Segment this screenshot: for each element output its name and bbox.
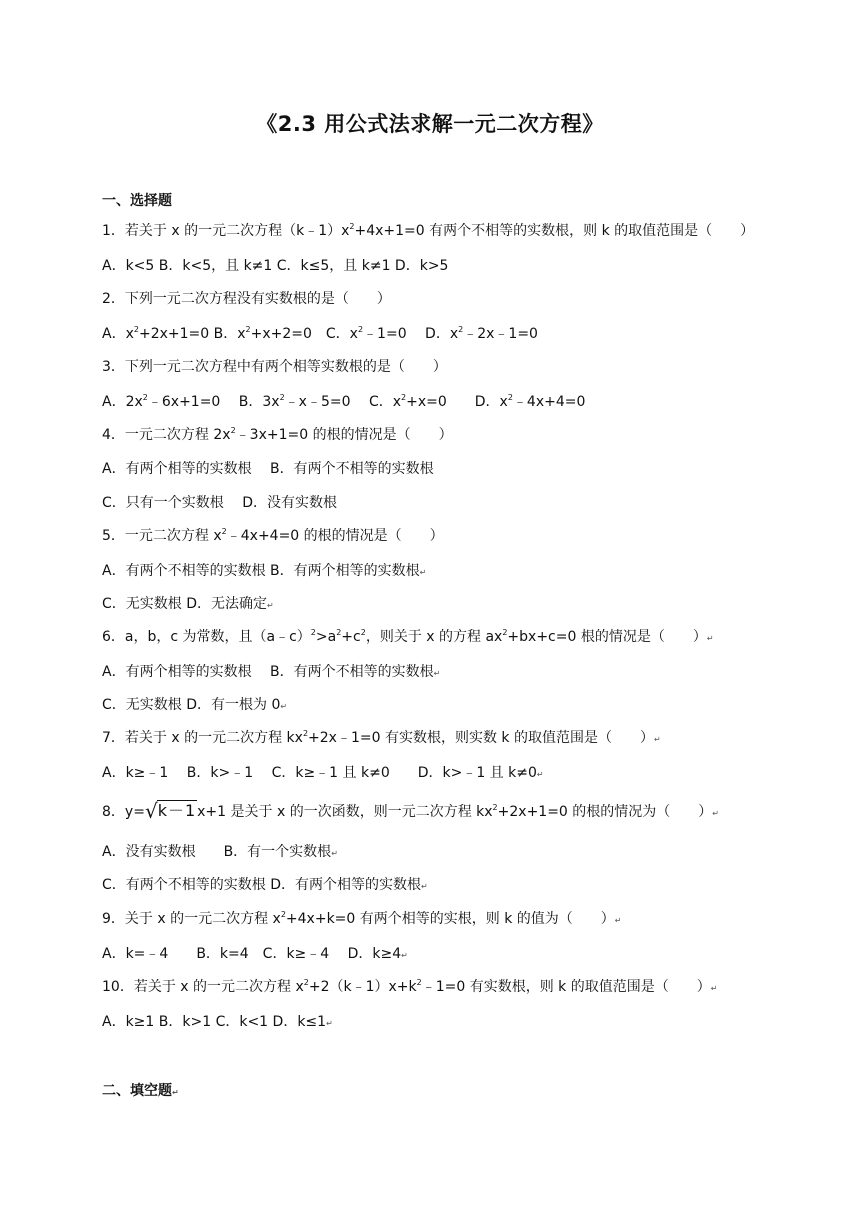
question-3: 3．下列一元二次方程中有两个相等实数根的是（ ）: [102, 359, 447, 375]
question-10-options: A．k≥1 B．k>1 C．k<1 D．k≤1↵: [102, 1014, 333, 1030]
question-2: 2．下列一元二次方程没有实数根的是（ ）: [102, 291, 391, 307]
square-root: √k－1: [144, 799, 197, 823]
paragraph-mark: ↵: [712, 809, 719, 818]
paragraph-mark: ↵: [536, 770, 544, 779]
question-8: 8．y=√k－1x+1 是关于 x 的一次函数，则一元二次方程 $kx^2+2x+1=0$ 的根的情况为（ ）↵: [102, 799, 719, 823]
question-8-options-2: C．有两个不相等的实数根 D．有两个相等的实数根↵: [102, 877, 428, 893]
paragraph-mark: ↵: [401, 951, 408, 960]
question-1-options: A．k<5 B．k<5，且 k≠1 C．k≤5，且 k≠1 D．k>5: [102, 258, 449, 274]
question-5-options-2: C．无实数根 D．无法确定↵: [102, 596, 274, 612]
page-title: 《2.3 用公式法求解一元二次方程》: [256, 112, 604, 136]
paragraph-mark: ↵: [421, 882, 428, 891]
paragraph-mark: ↵: [614, 916, 622, 925]
question-5: 5．一元二次方程 $x^2﹣4x+4=0$ 的根的情况是（ ）: [102, 527, 444, 544]
question-4-options-1: A．有两个相等的实数根 B．有两个不相等的实数根: [102, 461, 434, 477]
question-6: 6．a，b，c 为常数，且$(a﹣c)^2>a^2+c^2$，则关于 x 的方程 $ax^2+bx+c=0$ 根的情况是（ ）↵: [102, 628, 714, 645]
question-5-options-1: A．有两个不相等的实数根 B．有两个相等的实数根↵: [102, 563, 427, 579]
question-7: 7．若关于 x 的一元二次方程 $kx^2+2x﹣1=0$ 有实数根，则实数 k 的取值范围是（ ）↵: [102, 729, 661, 746]
paragraph-mark: ↵: [267, 601, 274, 610]
question-9: 9．关于 x 的一元二次方程 $x^2+4x+k=0$ 有两个相等的实根，则 k 的值为（ ）↵: [102, 910, 622, 927]
question-3-options: A．$2x^2﹣6x+1=0$ B．$3x^2﹣x﹣5=0$ C．$x^2+x=0$ D．$x^2﹣4x+4=0$: [102, 393, 586, 410]
paragraph-mark: ↵: [653, 735, 661, 744]
question-4: 4．一元二次方程 $2x^2﹣3x+1=0$ 的根的情况是（ ）: [102, 426, 453, 443]
paragraph-mark: ↵: [433, 669, 441, 678]
paragraph-mark: ↵: [280, 702, 288, 711]
question-8-options-1: A．没有实数根 B．有一个实数根↵: [102, 844, 338, 860]
section-heading-choice: 一、选择题: [102, 193, 172, 209]
question-6-options-2: C．无实数根 D．有一根为 0↵: [102, 697, 288, 713]
question-2-options: A．$x^2+2x+1=0$ B．$x^2+x+2=0$ C．$x^2﹣1=0$ D．$x^2﹣2x﹣1=0$: [102, 325, 538, 342]
section-heading-fill: 二、填空题↵: [102, 1083, 179, 1099]
question-4-options-2: C．只有一个实数根 D．没有实数根: [102, 495, 338, 511]
paragraph-mark: ↵: [710, 984, 718, 993]
paragraph-mark: ↵: [172, 1088, 179, 1097]
paragraph-mark: ↵: [326, 1019, 333, 1028]
paragraph-mark: ↵: [419, 568, 427, 577]
paragraph-mark: ↵: [706, 634, 714, 643]
question-10: 10．若关于 x 的一元二次方程 $x^2+2(k﹣1)x+k^2﹣1=0$ 有实数根，则 k 的取值范围是（ ）↵: [102, 978, 718, 995]
question-6-options-1: A．有两个相等的实数根 B．有两个不相等的实数根↵: [102, 664, 441, 680]
paragraph-mark: ↵: [331, 849, 338, 858]
question-9-options: A．k=﹣4 B．k=4 C．k≥﹣4 D．k≥4↵: [102, 946, 408, 962]
question-1: 1．若关于 x 的一元二次方程$(k﹣1)x^2+4x+1=0$ 有两个不相等的实数根，则 k 的取值范围是（ ）: [102, 222, 755, 239]
question-7-options: A．k≥﹣1 B．k>﹣1 C．k≥﹣1 且 k≠0 D．k>﹣1 且 k≠0↵: [102, 765, 544, 781]
